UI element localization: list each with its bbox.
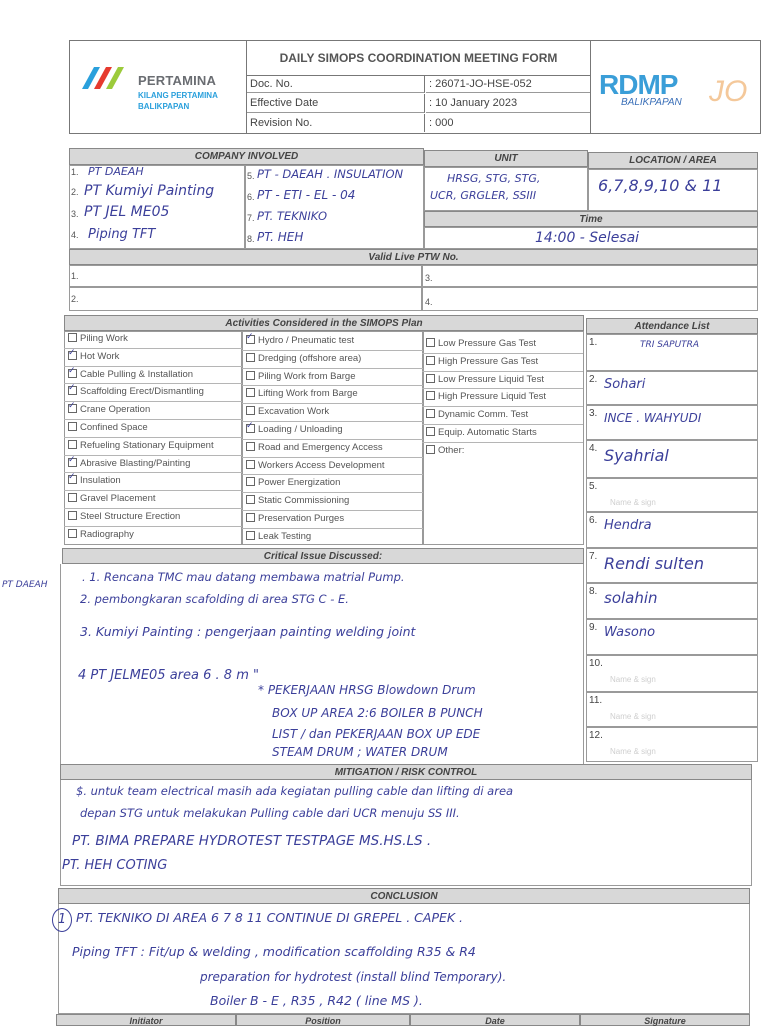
- attendance-signature: Sohari: [604, 377, 646, 392]
- checkbox[interactable]: [68, 440, 77, 449]
- critical-line-6: BOX UP AREA 2:6 BOILER B PUNCH: [272, 706, 483, 720]
- attendance-placeholder: Name & sign: [610, 712, 656, 721]
- company-name-2: PT Kumiyi Painting: [84, 183, 215, 199]
- rdmp-logo-sub: BALIKPAPAN: [621, 97, 682, 108]
- rdmp-logo-text: RDMP: [599, 69, 678, 100]
- activity-label: High Pressure Gas Test: [438, 355, 539, 367]
- activity-label: Equip. Automatic Starts: [438, 427, 537, 438]
- checked-checkbox[interactable]: [68, 458, 77, 467]
- attendance-signature: INCE . WAHYUDI: [604, 411, 702, 425]
- activity-item: [426, 427, 537, 438]
- company-name-8: PT. HEH: [257, 230, 304, 244]
- ptw-cell-2: [69, 287, 422, 311]
- company-no-3: 3.: [71, 209, 79, 219]
- company-no-2: 2.: [71, 187, 79, 197]
- activity-item: [246, 442, 383, 453]
- row-divider: [64, 383, 242, 384]
- activity-item: [68, 386, 204, 397]
- activity-item: [246, 513, 344, 524]
- checkbox[interactable]: [246, 460, 255, 469]
- row-divider: [64, 508, 242, 509]
- conclusion-line-2: Piping TFT : Fit/up & welding , modification scaffolding R35 & R4: [72, 944, 476, 959]
- row-divider: [64, 366, 242, 367]
- ptw-cell-3: [422, 265, 758, 287]
- attendance-no: 7.: [589, 551, 598, 562]
- checkbox[interactable]: [426, 445, 435, 454]
- checkbox[interactable]: [68, 511, 77, 520]
- checkbox[interactable]: [68, 493, 77, 502]
- row-divider: [64, 437, 242, 438]
- company-no-5: 5.: [247, 171, 255, 181]
- company-no-7: 7.: [247, 213, 255, 223]
- company-name-3: PT JEL ME05: [84, 204, 170, 220]
- row-divider: [422, 353, 583, 354]
- activity-label: Power Energization: [258, 477, 341, 489]
- row-divider: [64, 419, 242, 420]
- attendance-no: 11.: [589, 695, 603, 706]
- company-no-8: 8.: [247, 234, 255, 244]
- footer-signature: Signature: [580, 1014, 750, 1026]
- ptw-no-3: 3.: [425, 273, 433, 283]
- activity-item: [246, 406, 329, 417]
- activity-label: Loading / Unloading: [258, 424, 343, 435]
- checkbox[interactable]: [426, 356, 435, 365]
- attendance-no: 9.: [589, 622, 598, 633]
- activity-item: [246, 531, 311, 542]
- conclusion-line-3: preparation for hydrotest (install blind Temporary).: [200, 970, 507, 984]
- activity-item: [68, 404, 150, 415]
- critical-line-8: STEAM DRUM ; WATER DRUM: [272, 745, 448, 759]
- activity-item: [68, 475, 121, 486]
- checkbox[interactable]: [426, 427, 435, 436]
- row-divider: [242, 368, 423, 369]
- revision-value: : 000: [429, 117, 454, 129]
- row-divider: [242, 439, 423, 440]
- rdmp-logo: [590, 41, 761, 133]
- activities-header: Activities Considered in the SIMOPS Plan: [64, 315, 584, 331]
- activity-item: [68, 493, 156, 504]
- row-divider: [242, 457, 423, 458]
- activity-label: Excavation Work: [258, 406, 330, 418]
- conclusion-header: CONCLUSION: [58, 888, 750, 904]
- row-divider: [64, 348, 242, 349]
- activity-label: Low Pressure Liquid Test: [438, 373, 544, 385]
- pertamina-logo: [70, 41, 247, 133]
- attendance-row: [586, 727, 758, 762]
- ptw-no-2: 2.: [71, 294, 79, 304]
- company-name-4: Piping TFT: [88, 227, 156, 242]
- row-divider: [242, 528, 423, 529]
- activity-item: [68, 369, 193, 380]
- activity-label: Radiography: [80, 528, 134, 540]
- conclusion-circle-mark: 1: [52, 908, 72, 932]
- activity-item: [68, 511, 180, 522]
- activity-item: [246, 388, 358, 399]
- checked-checkbox[interactable]: [68, 369, 77, 378]
- checkbox[interactable]: [426, 338, 435, 347]
- attendance-no: 3.: [589, 408, 598, 419]
- location-text: 6,7,8,9,10 & 11: [598, 176, 723, 195]
- time-text: 14:00 - Selesai: [535, 230, 640, 246]
- activity-label: Dynamic Comm. Test: [438, 409, 529, 421]
- attendance-placeholder: Name & sign: [610, 498, 656, 507]
- attendance-signature: Hendra: [604, 518, 652, 533]
- critical-line-1: . 1. Rencana TMC mau datang membawa matrial Pump.: [82, 570, 405, 584]
- row-divider: [242, 474, 423, 475]
- company-name-7: PT. TEKNIKO: [257, 209, 328, 223]
- activity-label: Leak Testing: [258, 530, 312, 542]
- activity-label: Piling Work from Barge: [258, 370, 356, 382]
- activity-label: High Pressure Liquid Test: [438, 391, 547, 403]
- unit-text-1: HRSG, STG, STG,: [447, 172, 541, 185]
- checkbox[interactable]: [68, 529, 77, 538]
- checked-checkbox[interactable]: [68, 386, 77, 395]
- activity-label: Insulation: [80, 475, 121, 487]
- row-divider: [242, 492, 423, 493]
- mitigation-line-1: $. untuk team electrical masih ada kegiatan pulling cable dan lifting di area: [76, 784, 514, 798]
- company-name-1: PT DAEAH: [88, 165, 144, 178]
- activity-label: Low Pressure Gas Test: [438, 338, 537, 349]
- checkbox[interactable]: [246, 388, 255, 397]
- activity-item: [68, 422, 148, 433]
- attendance-signature: Syahrial: [604, 446, 669, 465]
- footer-date: Date: [410, 1014, 580, 1026]
- row-divider: [242, 403, 423, 404]
- activity-label: Abrasive Blasting/Painting: [80, 457, 191, 469]
- attendance-no: 10.: [589, 658, 603, 669]
- mitigation-line-2: depan STG untuk melakukan Pulling cable dari UCR menuju SS III.: [80, 806, 460, 820]
- attendance-no: 5.: [589, 481, 598, 492]
- row-divider: [422, 371, 583, 372]
- critical-line-3: 3. Kumiyi Painting : pengerjaan painting welding joint: [80, 624, 416, 639]
- attendance-signature: Rendi sulten: [604, 554, 704, 573]
- form-title: DAILY SIMOPS COORDINATION MEETING FORM: [247, 41, 590, 76]
- doc-no-label: Doc. No.: [247, 75, 425, 93]
- attendance-no: 2.: [589, 374, 598, 385]
- location-header: LOCATION / AREA: [588, 152, 758, 169]
- row-divider: [422, 442, 583, 443]
- checkbox[interactable]: [246, 406, 255, 415]
- activity-item: [246, 460, 385, 471]
- attendance-row: [586, 692, 758, 727]
- checkbox[interactable]: [246, 513, 255, 522]
- row-divider: [242, 385, 423, 386]
- conclusion-line-4: Boiler B - E , R35 , R42 ( line MS ).: [210, 993, 423, 1008]
- checked-checkbox[interactable]: [68, 404, 77, 413]
- activity-item: [426, 338, 536, 349]
- critical-line-7: LIST / dan PEKERJAAN BOX UP EDE: [272, 727, 481, 741]
- company-no-6: 6.: [247, 192, 255, 202]
- activity-item: [246, 495, 349, 506]
- row-divider: [242, 421, 423, 422]
- footer-initiator: Initiator: [56, 1014, 236, 1026]
- attendance-no: 6.: [589, 515, 598, 526]
- checkbox[interactable]: [68, 422, 77, 431]
- activity-item: [426, 445, 464, 456]
- activity-label: Refueling Stationary Equipment: [80, 439, 214, 451]
- checked-checkbox[interactable]: [246, 335, 255, 344]
- unit-text-2: UCR, GRGLER, SSIII: [430, 189, 537, 202]
- activity-item: [68, 440, 214, 451]
- activity-label: Gravel Placement: [80, 493, 156, 505]
- attendance-row: [586, 655, 758, 692]
- row-divider: [242, 510, 423, 511]
- activity-label: Lifting Work from Barge: [258, 388, 358, 400]
- critical-line-4: 4 PT JELME05 area 6 . 8 m ": [78, 668, 259, 683]
- activity-label: Confined Space: [80, 422, 148, 433]
- company-no-1: 1.: [71, 167, 79, 177]
- activity-item: [246, 371, 356, 382]
- checkbox[interactable]: [246, 442, 255, 451]
- critical-header: Critical Issue Discussed:: [62, 548, 584, 564]
- activity-label: Scaffolding Erect/Dismantling: [80, 386, 204, 398]
- pertamina-sub1: KILANG PERTAMINA: [138, 91, 218, 100]
- checkbox[interactable]: [246, 371, 255, 380]
- mitigation-line-3: PT. BIMA PREPARE HYDROTEST TESTPAGE MS.HS.LS .: [72, 833, 432, 849]
- activity-item: [426, 409, 528, 420]
- critical-line-2: 2. pembongkaran scafolding di area STG C - E.: [80, 592, 349, 606]
- row-divider: [64, 472, 242, 473]
- row-divider: [64, 490, 242, 491]
- company-name-6: PT - ETI - EL - 04: [257, 188, 356, 202]
- attendance-no: 12.: [589, 730, 603, 741]
- pertamina-sub2: BALIKPAPAN: [138, 102, 190, 111]
- activity-item: [68, 333, 128, 344]
- attendance-signature: solahin: [604, 589, 658, 607]
- ptw-no-4: 4.: [425, 297, 433, 307]
- checkbox[interactable]: [246, 477, 255, 486]
- activity-label: Piling Work: [80, 333, 128, 344]
- checkbox[interactable]: [426, 374, 435, 383]
- activity-label: Dredging (offshore area): [258, 352, 362, 364]
- row-divider: [242, 350, 423, 351]
- checkbox[interactable]: [426, 391, 435, 400]
- checked-checkbox[interactable]: [246, 424, 255, 433]
- effective-date-label: Effective Date: [247, 94, 425, 113]
- activity-label: Crane Operation: [80, 404, 151, 416]
- activity-label: Hot Work: [80, 350, 120, 362]
- mitigation-line-4: PT. HEH COTING: [62, 858, 168, 873]
- activity-label: Hydro / Pneumatic test: [258, 335, 355, 346]
- activity-item: [246, 335, 354, 346]
- checkbox[interactable]: [246, 531, 255, 540]
- attendance-signature: TRI SAPUTRA: [640, 340, 700, 350]
- ptw-cell-1: [69, 265, 422, 287]
- row-divider: [64, 401, 242, 402]
- attendance-no: 4.: [589, 443, 598, 454]
- activity-item: [246, 353, 361, 364]
- row-divider: [422, 424, 583, 425]
- attendance-no: 1.: [589, 337, 598, 348]
- form-header: [69, 40, 761, 134]
- activity-item: [426, 391, 546, 402]
- activity-label: Static Commissioning: [258, 495, 350, 507]
- ptw-no-1: 1.: [71, 271, 79, 281]
- activity-item: [68, 458, 190, 469]
- ptw-header: Valid Live PTW No.: [69, 249, 758, 265]
- unit-header: UNIT: [424, 150, 588, 167]
- critical-margin-note: PT DAEAH: [2, 580, 48, 590]
- footer-position: Position: [236, 1014, 410, 1026]
- activity-label: Other:: [438, 444, 465, 456]
- company-header: COMPANY INVOLVED: [69, 148, 424, 165]
- ptw-cell-4: [422, 287, 758, 311]
- pertamina-brand: PERTAMINA: [138, 73, 217, 88]
- row-divider: [422, 388, 583, 389]
- activity-item: [68, 529, 134, 540]
- time-header: Time: [424, 211, 758, 227]
- attendance-header: Attendance List: [586, 318, 758, 334]
- activity-item: [68, 351, 119, 362]
- checkbox[interactable]: [246, 495, 255, 504]
- row-divider: [422, 406, 583, 407]
- attendance-signature: Wasono: [604, 625, 656, 640]
- attendance-no: 8.: [589, 586, 598, 597]
- rdmp-logo-jo: JO: [709, 75, 748, 108]
- checkbox[interactable]: [246, 353, 255, 362]
- revision-label: Revision No.: [247, 114, 425, 132]
- critical-line-5: * PEKERJAAN HRSG Blowdown Drum: [258, 683, 476, 697]
- pertamina-emblem-icon: [80, 63, 130, 93]
- checked-checkbox[interactable]: [68, 351, 77, 360]
- activity-label: Cable Pulling & Installation: [80, 368, 194, 380]
- company-no-4: 4.: [71, 230, 79, 240]
- conclusion-line-1: PT. TEKNIKO DI AREA 6 7 8 11 CONTINUE DI GREPEL . CAPEK .: [76, 910, 464, 925]
- row-divider: [64, 455, 242, 456]
- doc-no-value: : 26071-JO-HSE-052: [426, 75, 590, 93]
- row-divider: [64, 526, 242, 527]
- company-name-5: PT - DAEAH . INSULATION: [257, 167, 404, 181]
- effective-date-value: : 10 January 2023: [426, 94, 590, 113]
- activity-label: Road and Emergency Access: [258, 441, 383, 453]
- activity-label: Workers Access Development: [258, 459, 385, 471]
- activity-label: Preservation Purges: [258, 513, 345, 524]
- checked-checkbox[interactable]: [68, 475, 77, 484]
- checkbox[interactable]: [426, 409, 435, 418]
- attendance-placeholder: Name & sign: [610, 675, 656, 684]
- activity-item: [246, 477, 340, 488]
- activity-item: [246, 424, 343, 435]
- attendance-placeholder: Name & sign: [610, 747, 656, 756]
- activity-item: [426, 356, 538, 367]
- activity-item: [426, 374, 544, 385]
- checkbox[interactable]: [68, 333, 77, 342]
- mitigation-header: MITIGATION / RISK CONTROL: [60, 764, 752, 780]
- activity-label: Steel Structure Erection: [80, 511, 181, 522]
